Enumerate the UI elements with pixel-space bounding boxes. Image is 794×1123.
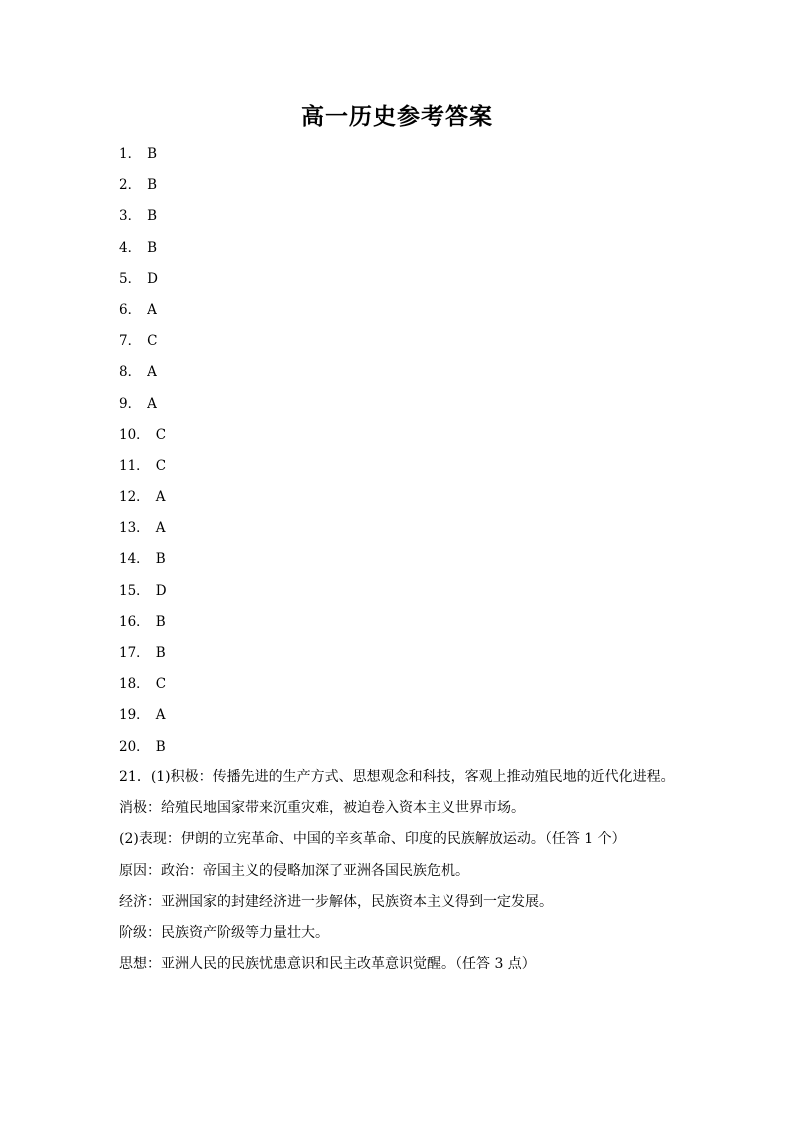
answer-row: [119, 299, 719, 330]
answer-row: [119, 611, 719, 642]
answer-row: [119, 580, 719, 611]
answer-letter: A: [155, 707, 166, 724]
answer-letter: B: [147, 239, 158, 256]
answer-letter: B: [147, 208, 158, 225]
answer-letter: B: [155, 551, 166, 568]
question-number: 10．: [119, 426, 150, 443]
answer-row: [119, 393, 719, 424]
question-21-answer: [119, 766, 719, 984]
answer-paragraph: 21．(1)积极：传播先进的生产方式、思想观念和科技，客观上推动殖民地的近代化进程。: [119, 769, 675, 785]
answer-letter: B: [147, 146, 158, 162]
question-number: 11．: [119, 457, 150, 474]
answer-letter: A: [147, 301, 157, 318]
answer-row: [119, 268, 719, 299]
question-number: 15．: [119, 582, 150, 599]
answer-paragraph: 思想：亚洲人民的民族忧患意识和民主改革意识觉醒。（任答 3 点）: [119, 956, 536, 973]
answer-letter: C: [155, 457, 167, 474]
answer-letter: A: [155, 489, 166, 506]
answer-letter: A: [147, 364, 157, 381]
answer-row: [119, 517, 719, 548]
question-number: 3．: [119, 208, 142, 225]
answer-letter: D: [155, 582, 167, 599]
answer-row: [119, 237, 719, 268]
answer-letter: A: [147, 395, 157, 412]
answer-row: [119, 486, 719, 517]
answer-row: [119, 642, 719, 673]
answer-letter: B: [155, 738, 166, 755]
question-number: 4．: [119, 239, 142, 256]
answer-letter: D: [147, 270, 158, 287]
answer-row: [119, 736, 719, 767]
question-number: 2．: [119, 177, 142, 194]
question-number: 5．: [119, 270, 142, 287]
question-number: 7．: [119, 333, 142, 350]
question-number: 8．: [119, 364, 142, 381]
answer-row: [119, 704, 719, 735]
answer-letter: B: [155, 613, 166, 630]
answer-letter: C: [155, 426, 167, 443]
question-number: 17．: [119, 645, 150, 661]
answer-row: [119, 361, 719, 392]
answer-row: [119, 330, 719, 361]
question-number: 19．: [119, 707, 150, 724]
question-number: 20．: [119, 738, 150, 755]
question-number: 18．: [119, 676, 150, 693]
question-number: 1．: [119, 146, 142, 162]
page-title: 高一历史参考答案: [301, 104, 493, 130]
answer-row: [119, 548, 719, 579]
answer-letter: C: [147, 333, 158, 350]
answer-row: [119, 205, 719, 236]
answer-row: [119, 143, 719, 174]
question-number: 16．: [119, 613, 150, 630]
question-number: 13．: [119, 520, 150, 537]
question-number: 12．: [119, 489, 150, 506]
answer-paragraph: 经济：亚洲国家的封建经济进一步解体，民族资本主义得到一定发展。: [119, 893, 553, 910]
answer-letter: B: [155, 645, 166, 661]
answer-row: [119, 455, 719, 486]
question-number: 9．: [119, 395, 142, 412]
answer-letter: B: [147, 177, 158, 194]
answer-paragraph: 原因：政治：帝国主义的侵略加深了亚洲各国民族危机。: [119, 862, 469, 879]
answer-paragraph: 阶级：民族资产阶级等力量壮大。: [119, 924, 329, 941]
answer-paragraph: 消极：给殖民地国家带来沉重灾难，被迫卷入资本主义世界市场。: [119, 800, 525, 817]
answer-paragraph: (2)表现：伊朗的立宪革命、中国的辛亥革命、印度的民族解放运动。（任答 1 个）: [119, 831, 626, 848]
answer-row: [119, 673, 719, 704]
answer-letter: C: [155, 676, 167, 693]
answer-row: [119, 424, 719, 455]
question-number: 6．: [119, 301, 142, 318]
answer-list: [119, 143, 719, 767]
answer-letter: A: [155, 520, 166, 537]
question-number: 14．: [119, 551, 150, 568]
answer-row: [119, 174, 719, 205]
